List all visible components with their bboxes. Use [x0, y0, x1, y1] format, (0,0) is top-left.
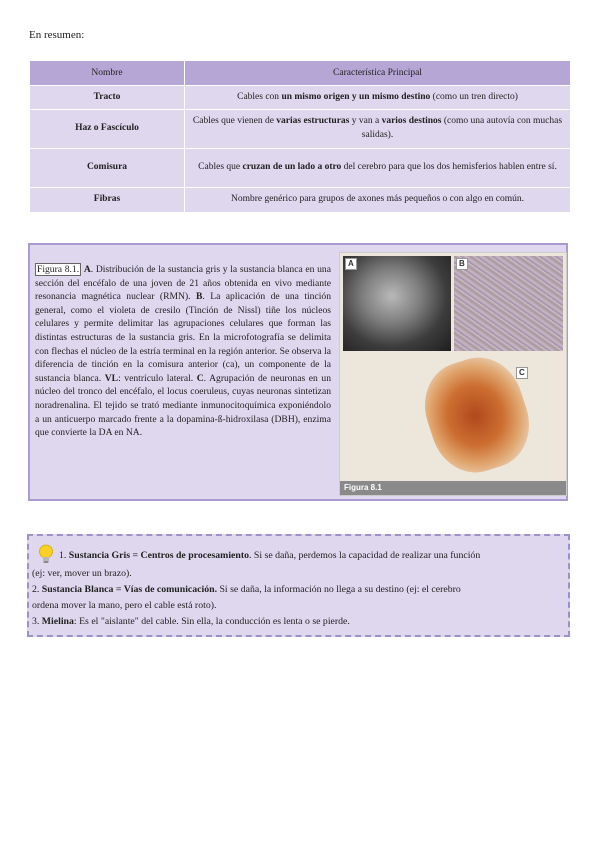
row-name: Comisura: [30, 149, 185, 188]
tips-box: [27, 534, 570, 637]
table-row: [30, 110, 571, 149]
figure-caption: [35, 263, 331, 440]
text-segment: Cables que vienen de: [192, 116, 277, 127]
row-name: Haz o Fascículo: [30, 110, 185, 149]
panel-label-c: C: [516, 367, 528, 379]
text-segment: . La aplicación de una tinción general, como el violeta de cresilo (Tinción de Nissl) tiñe los núcleos celulares y permite delimitar las agrupaciones celulares que forman las distintas estructuras de la sustancia gris. En la microfotografía se delimita con flechas el núcleo de la estría terminal en la región anterior. Se observa la diferencia de tinción en la comisura anterior (ca), un componente de la sustancia blanca.: [35, 291, 331, 384]
bold-text: cruzan de un lado a otro: [242, 162, 342, 173]
text-segment: y van a: [349, 116, 382, 127]
header-caracteristica: Característica Principal: [185, 61, 571, 86]
text-segment: 1.: [59, 550, 69, 561]
tip-line: [59, 549, 480, 563]
text-segment: 3.: [32, 616, 42, 627]
table-header-row: [30, 61, 571, 86]
bold-text: VL: [104, 372, 119, 384]
text-segment: (como un tren directo): [430, 91, 518, 102]
text-segment: (ej: ver, mover un brazo).: [32, 568, 132, 579]
figure-box: [28, 243, 568, 501]
bold-text: un mismo origen y un mismo destino: [281, 91, 431, 102]
text-segment: 2.: [32, 584, 42, 595]
bold-text: Sustancia Blanca = Vías de comunicación.: [41, 584, 218, 595]
row-description: [185, 188, 571, 213]
table-row: [30, 86, 571, 110]
text-segment: Cables con: [237, 91, 282, 102]
tip-line: [32, 567, 132, 581]
table-row: [30, 188, 571, 213]
table-row: [30, 149, 571, 188]
row-name: Fibras: [30, 188, 185, 213]
bold-text: varias estructuras: [276, 116, 350, 127]
text-segment: Si se daña, la información no llega a su destino (ej: el cerebro: [217, 584, 461, 595]
figure-image-caption: Figura 8.1: [340, 481, 566, 495]
lightbulb-icon: [35, 543, 57, 565]
text-segment: : Es el "aislante" del cable. Sin ella, la conducción es lenta o se pierde.: [73, 616, 350, 627]
text-segment: (como una autovía con muchas salidas).: [361, 116, 563, 140]
bold-text: A: [83, 264, 91, 275]
text-segment: Cables que: [198, 162, 243, 173]
panel-label-a: A: [345, 258, 357, 270]
figure-image: [339, 252, 567, 496]
tip-line: [32, 583, 461, 597]
row-name: Tracto: [30, 86, 185, 110]
figure-label: Figura 8.1.: [37, 264, 80, 275]
header-nombre: Nombre: [30, 61, 185, 86]
bold-text: B: [196, 291, 203, 303]
bold-text: varios destinos: [381, 116, 442, 127]
row-description: [185, 110, 571, 149]
text-segment: : ventrículo lateral.: [118, 372, 197, 384]
bold-text: Sustancia Gris = Centros de procesamiento: [68, 550, 249, 561]
tip-line: [32, 615, 350, 629]
text-segment: Nombre genérico para grupos de axones más pequeños o con algo en común.: [230, 194, 525, 205]
tip-line: [32, 599, 216, 613]
panel-label-b: B: [456, 258, 468, 270]
summary-table: [29, 60, 571, 213]
figure-caption-body: [35, 264, 331, 438]
bold-text: C: [196, 372, 204, 384]
text-segment: del cerebro para que los dos hemisferios hablen entre sí.: [341, 162, 557, 173]
text-segment: ordena mover la mano, pero el cable está roto).: [32, 600, 217, 611]
text-segment: . Si se daña, perdemos la capacidad de realizar una función: [249, 550, 481, 561]
row-description: [185, 149, 571, 188]
micrograph-panel: [454, 256, 563, 351]
bold-text: Mielina: [41, 616, 74, 627]
intro-text: En resumen:: [29, 29, 85, 41]
row-description: [185, 86, 571, 110]
mri-panel: [343, 256, 451, 351]
text-segment: . Distribución de la sustancia gris y la sustancia blanca en una sección del encéfalo de una joven de 21 años obtenida en vivo mediante resonancia magnética nuclear (RMN).: [35, 264, 331, 303]
text-segment: . Agrupación de neuronas en un núcleo del tronco del encéfalo, el locus coeruleus, cuyas neuronas sintetizan noradrenalina. El tejido se trató mediante inmunocitoquímica exponiéndolo a un anticuerpo marcado frente a la dopamina-ß-hidroxilasa (DBH), enzima que convierte la DA en NA.: [35, 372, 331, 439]
